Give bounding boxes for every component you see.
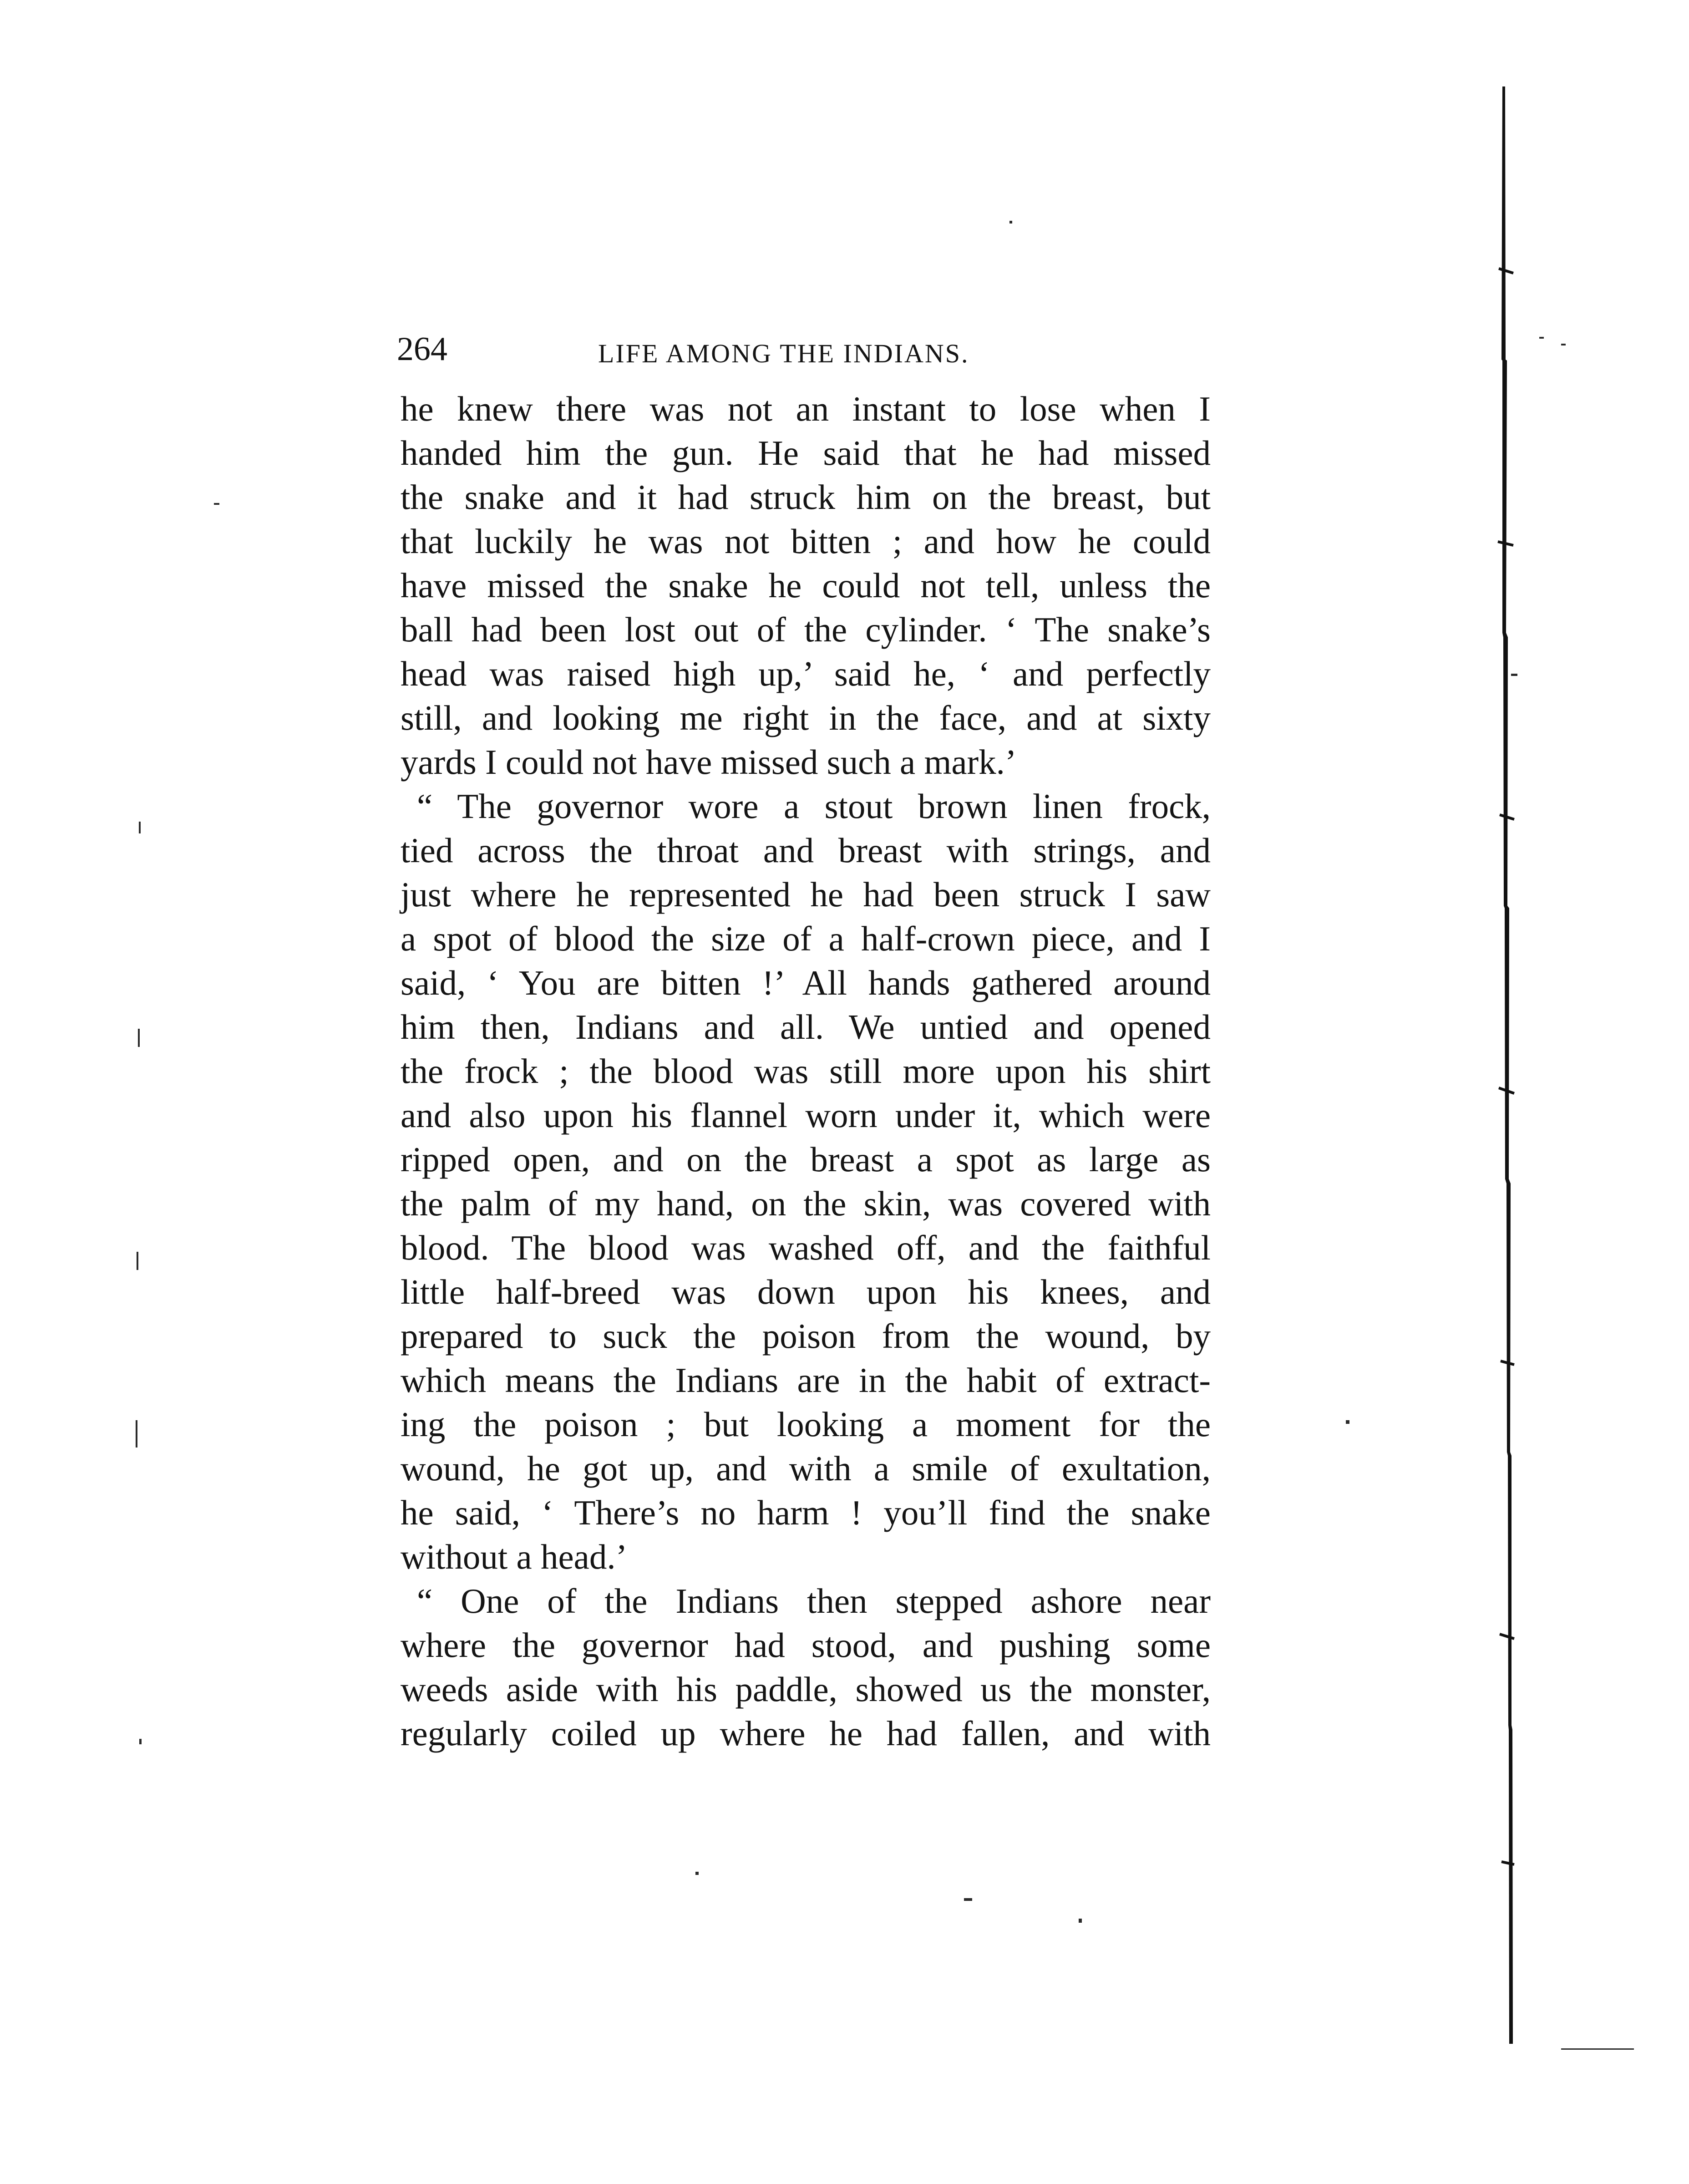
scan-speck [695,1872,699,1875]
scan-speck [1511,674,1517,676]
scan-speck [1079,1919,1082,1923]
text-line: weeds aside with his paddle, showed us the monster, [401,1670,1211,1709]
binding-edge-rule [1495,86,1514,2044]
text-line: the snake and it had struck him on the breast, but [401,477,1211,517]
text-line: the frock ; the blood was still more upon his shirt [401,1051,1211,1091]
text-line: just where he represented he had been struck I saw [401,875,1211,914]
text-line: prepared to suck the poison from the wound, by [401,1316,1211,1356]
page-header [397,324,1198,374]
page-number: 264 [397,330,447,368]
scan-speck [137,1252,138,1270]
scan-speck [138,1029,140,1047]
scan-speck [964,1898,972,1901]
text-line: that luckily he was not bitten ; and how he could [401,522,1211,561]
text-line: and also upon his flannel worn under it, which were [401,1096,1211,1135]
text-line: head was raised high up,’ said he, ‘ and perfectly [401,654,1211,693]
running-head: LIFE AMONG THE INDIANS. [598,339,969,368]
text-line: where the governor had stood, and pushing some [401,1625,1211,1665]
scan-speck [139,1739,142,1744]
text-line: tied across the throat and breast with strings, and [401,831,1211,870]
text-line: still, and looking me right in the face, and at sixty [401,698,1211,737]
text-line: regularly coiled up where he had fallen, and with [401,1714,1211,1753]
text-line: blood. The blood was washed off, and the faithful [401,1228,1211,1267]
scan-speck [139,822,141,833]
text-line: the palm of my hand, on the skin, was covered with [401,1184,1211,1223]
scan-speck [1539,337,1544,339]
scan-speck [1346,1420,1349,1424]
text-line: ripped open, and on the breast a spot as large as [401,1140,1211,1179]
text-line: have missed the snake he could not tell, unless the [401,566,1211,605]
text-line: wound, he got up, and with a smile of exultation, [401,1449,1211,1488]
scan-speck [1561,2048,1634,2050]
text-line: without a head.’ [401,1537,628,1576]
text-line: said, ‘ You are bitten !’ All hands gathered around [401,963,1211,1002]
text-line: handed him the gun. He said that he had missed [401,433,1211,472]
text-line: he knew there was not an instant to lose when I [401,389,1211,428]
text-line: which means the Indians are in the habit of extract- [401,1361,1211,1400]
text-line: “ One of the Indians then stepped ashore near [417,1581,1211,1620]
text-line: a spot of blood the size of a half-crown piece, and I [401,919,1211,958]
scan-speck [214,503,219,505]
body-text [401,387,1211,1756]
scan-speck [136,1420,137,1448]
text-line: yards I could not have missed such a mark.’ [401,742,1017,782]
text-line: little half-breed was down upon his knees, and [401,1272,1211,1311]
text-line: “ The governor wore a stout brown linen frock, [417,787,1211,826]
text-line: him then, Indians and all. We untied and opened [401,1007,1211,1046]
scan-speck [1561,344,1566,345]
text-line: ball had been lost out of the cylinder. ‘ The snake’s [401,610,1211,649]
scan-speck [1009,221,1012,223]
text-line: ing the poison ; but looking a moment for the [401,1405,1211,1444]
text-line: he said, ‘ There’s no harm ! you’ll find the snake [401,1493,1211,1532]
